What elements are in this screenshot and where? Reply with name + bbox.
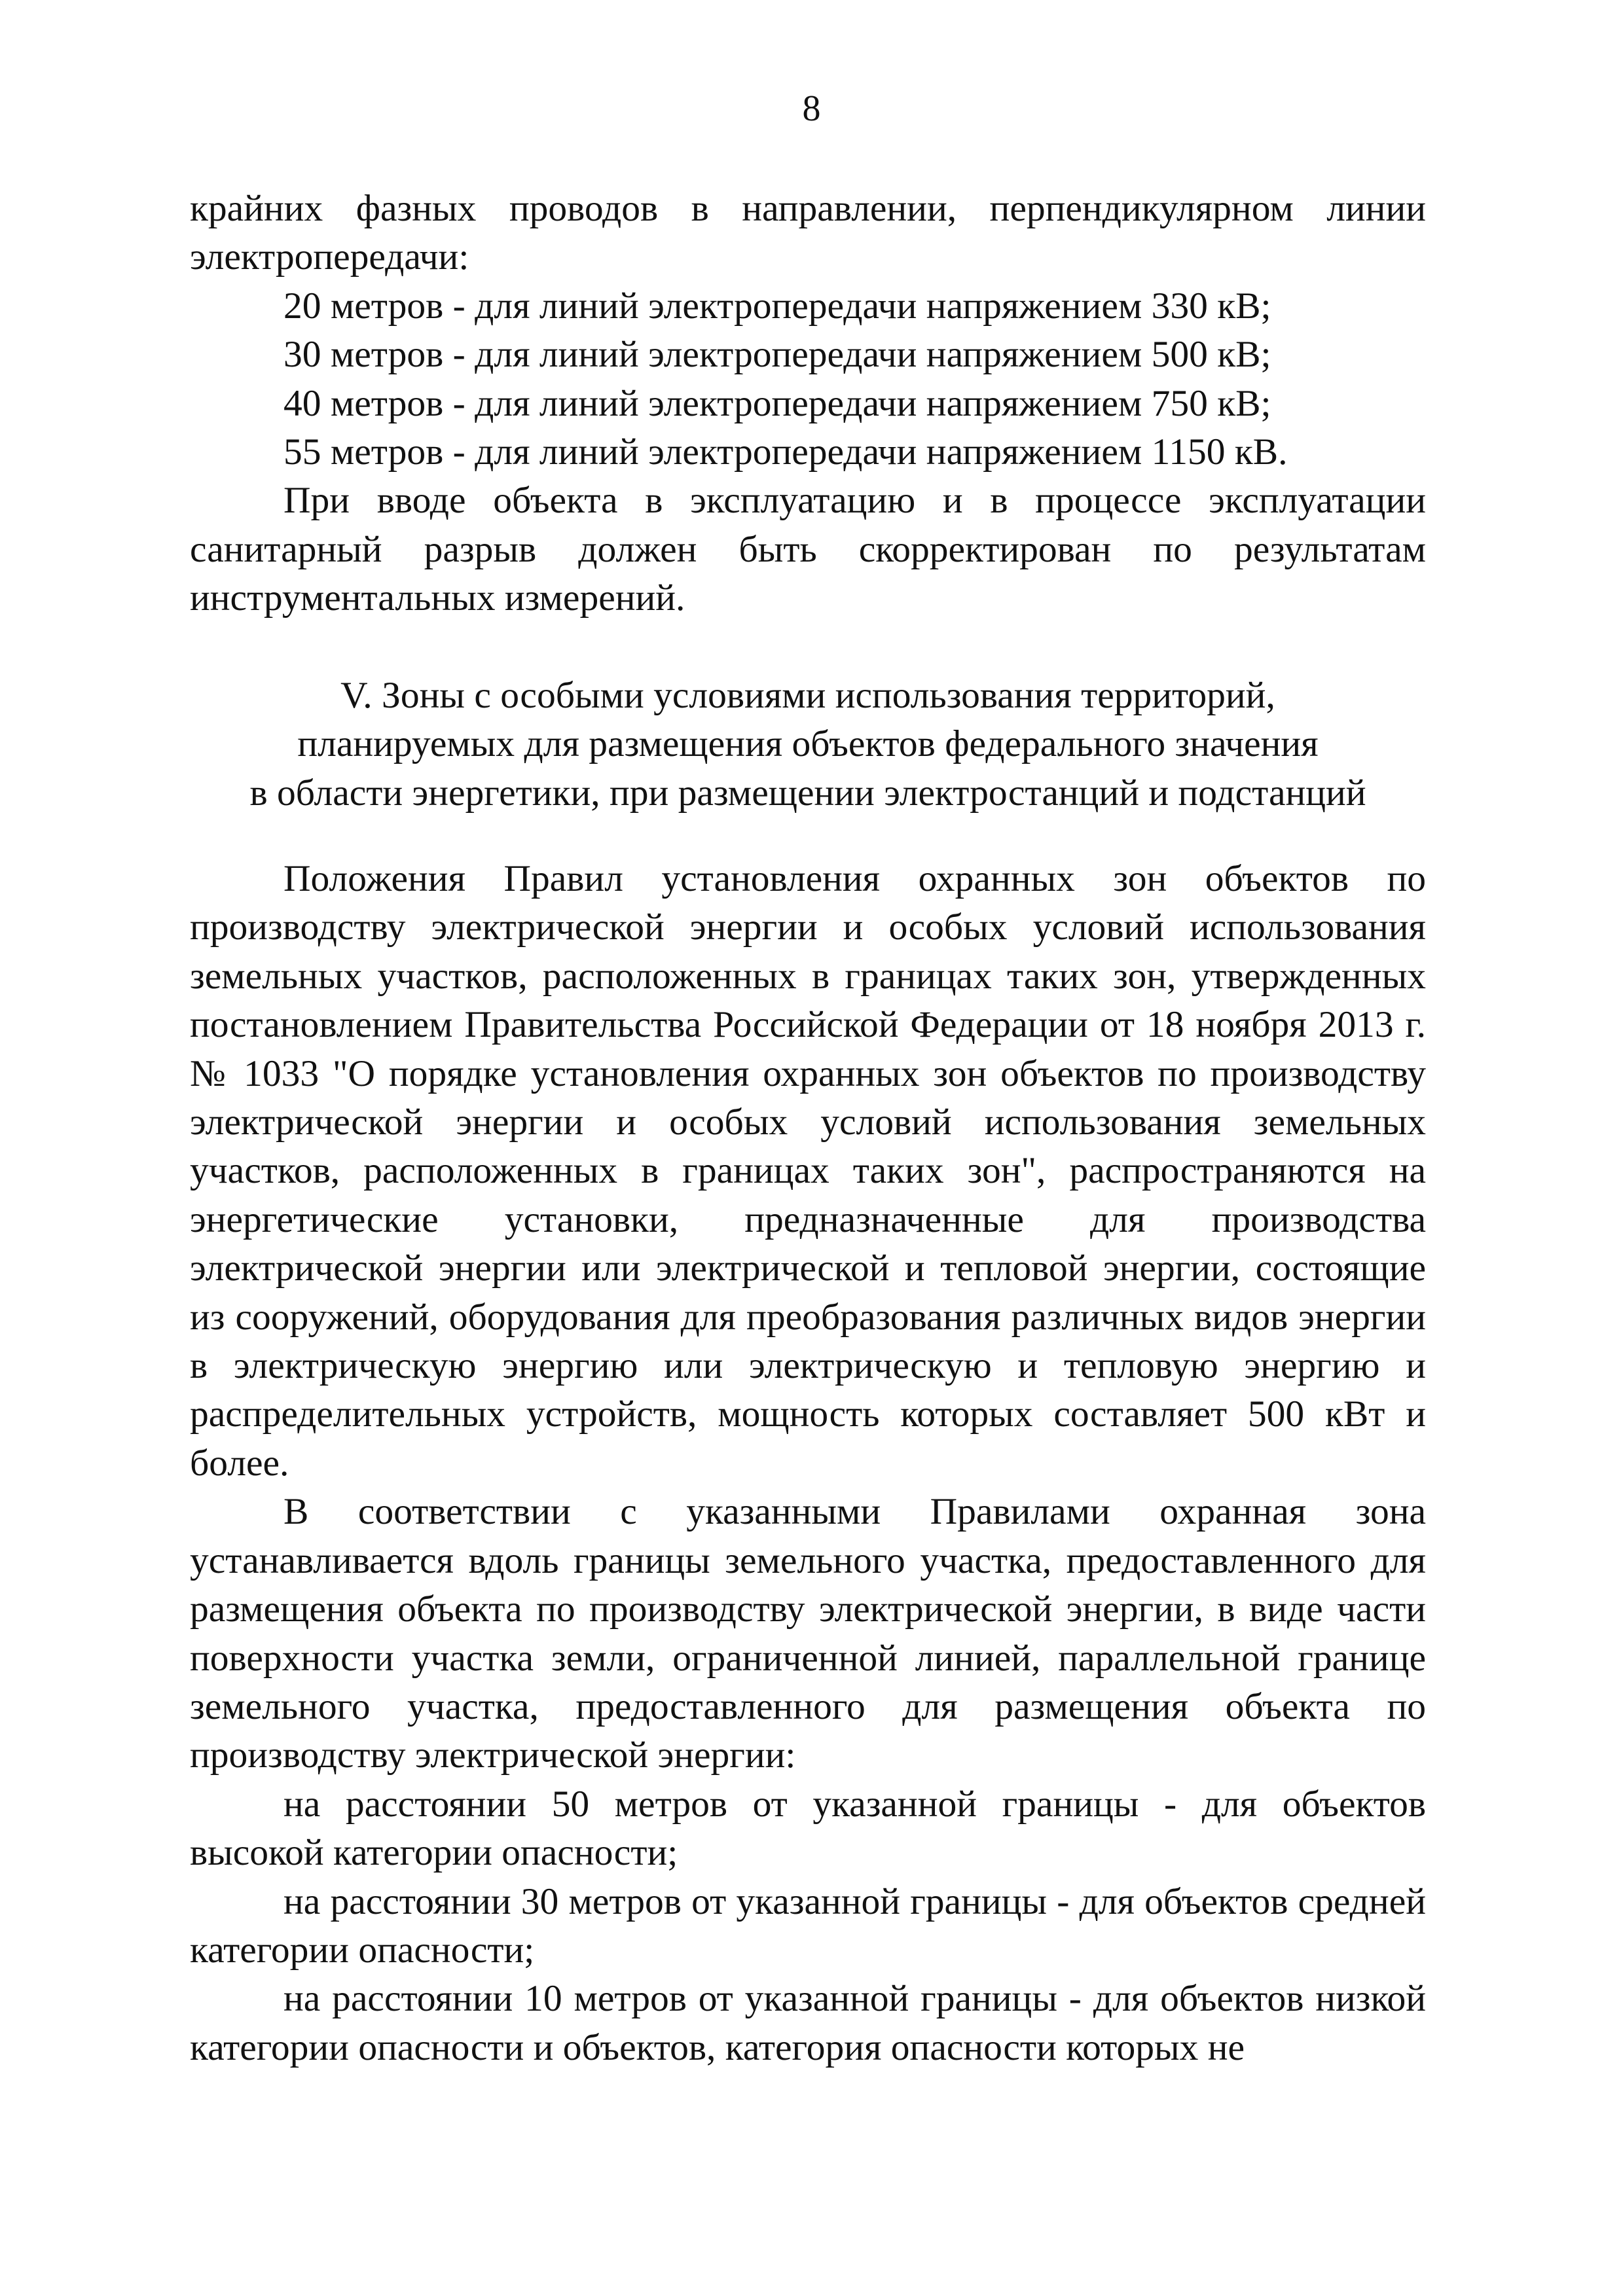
zone-item: на расстоянии 50 метров от указанной границы - для объектов высокой категории опасности; [190, 1783, 1426, 1874]
distance-item: 20 метров - для линий электропередачи напряжением 330 кВ; [283, 285, 1271, 327]
section-heading [190, 672, 1426, 817]
zone-item: на расстоянии 30 метров от указанной границы - для объектов средней категории опасности; [190, 1880, 1426, 1971]
section-heading-line: V. Зоны с особыми условиями использования территорий, [340, 675, 1275, 716]
protection-zone-paragraph: В соответствии с указанными Правилами охранная зона устанавливается вдоль границы земельного участка, предоставленного для размещения объекта по производству электрической энергии, в виде части поверхности участка земли, ограниченной линией, параллельной границе земельного участка, предоставленного для размещения объекта по производству электрической энергии: [190, 1491, 1426, 1776]
commissioning-paragraph: При вводе объекта в эксплуатацию и в процессе эксплуатации санитарный разрыв должен быть скорректирован по результатам инструментальных измерений. [190, 480, 1426, 619]
distance-item: 55 метров - для линий электропередачи напряжением 1150 кВ. [283, 431, 1288, 473]
section-heading-line: планируемых для размещения объектов федерального значения [297, 723, 1319, 765]
rules-paragraph: Положения Правил установления охранных зон объектов по производству электрической энергии и особых условий использования земельных участков, расположенных в границах таких зон, утвержденных постановлением Правительства Российской Федерации от 18 ноября 2013 г. № 1033 "О порядке установления охранных зон объектов по производству электрической энергии и особых условий использования земельных участков, расположенных в границах таких зон", распространяются на энергетические установки, предназначенные для производства электрической энергии или электрической и тепловой энергии, состоящие из сооружений, оборудования для преобразования различных видов энергии в электрическую энергию или электрическую и тепловую энергию и распределительных устройств, мощность которых составляет 500 кВт и более. [190, 858, 1426, 1484]
continuation-paragraph: крайних фазных проводов в направлении, перпендикулярном линии электропередачи: [190, 188, 1426, 278]
page-number: 8 [802, 88, 821, 129]
distance-item: 30 метров - для линий электропередачи напряжением 500 кВ; [283, 334, 1271, 376]
section-body [190, 855, 1426, 2072]
section-heading-line: в области энергетики, при размещении электростанций и подстанций [249, 772, 1366, 814]
distance-list [190, 282, 1426, 477]
intro-block [190, 185, 1426, 623]
distance-item: 40 метров - для линий электропередачи напряжением 750 кВ; [283, 382, 1271, 424]
zone-item: на расстоянии 10 метров от указанной границы - для объектов низкой категории опасности и объектов, категория опасности которых не [190, 1978, 1426, 2068]
